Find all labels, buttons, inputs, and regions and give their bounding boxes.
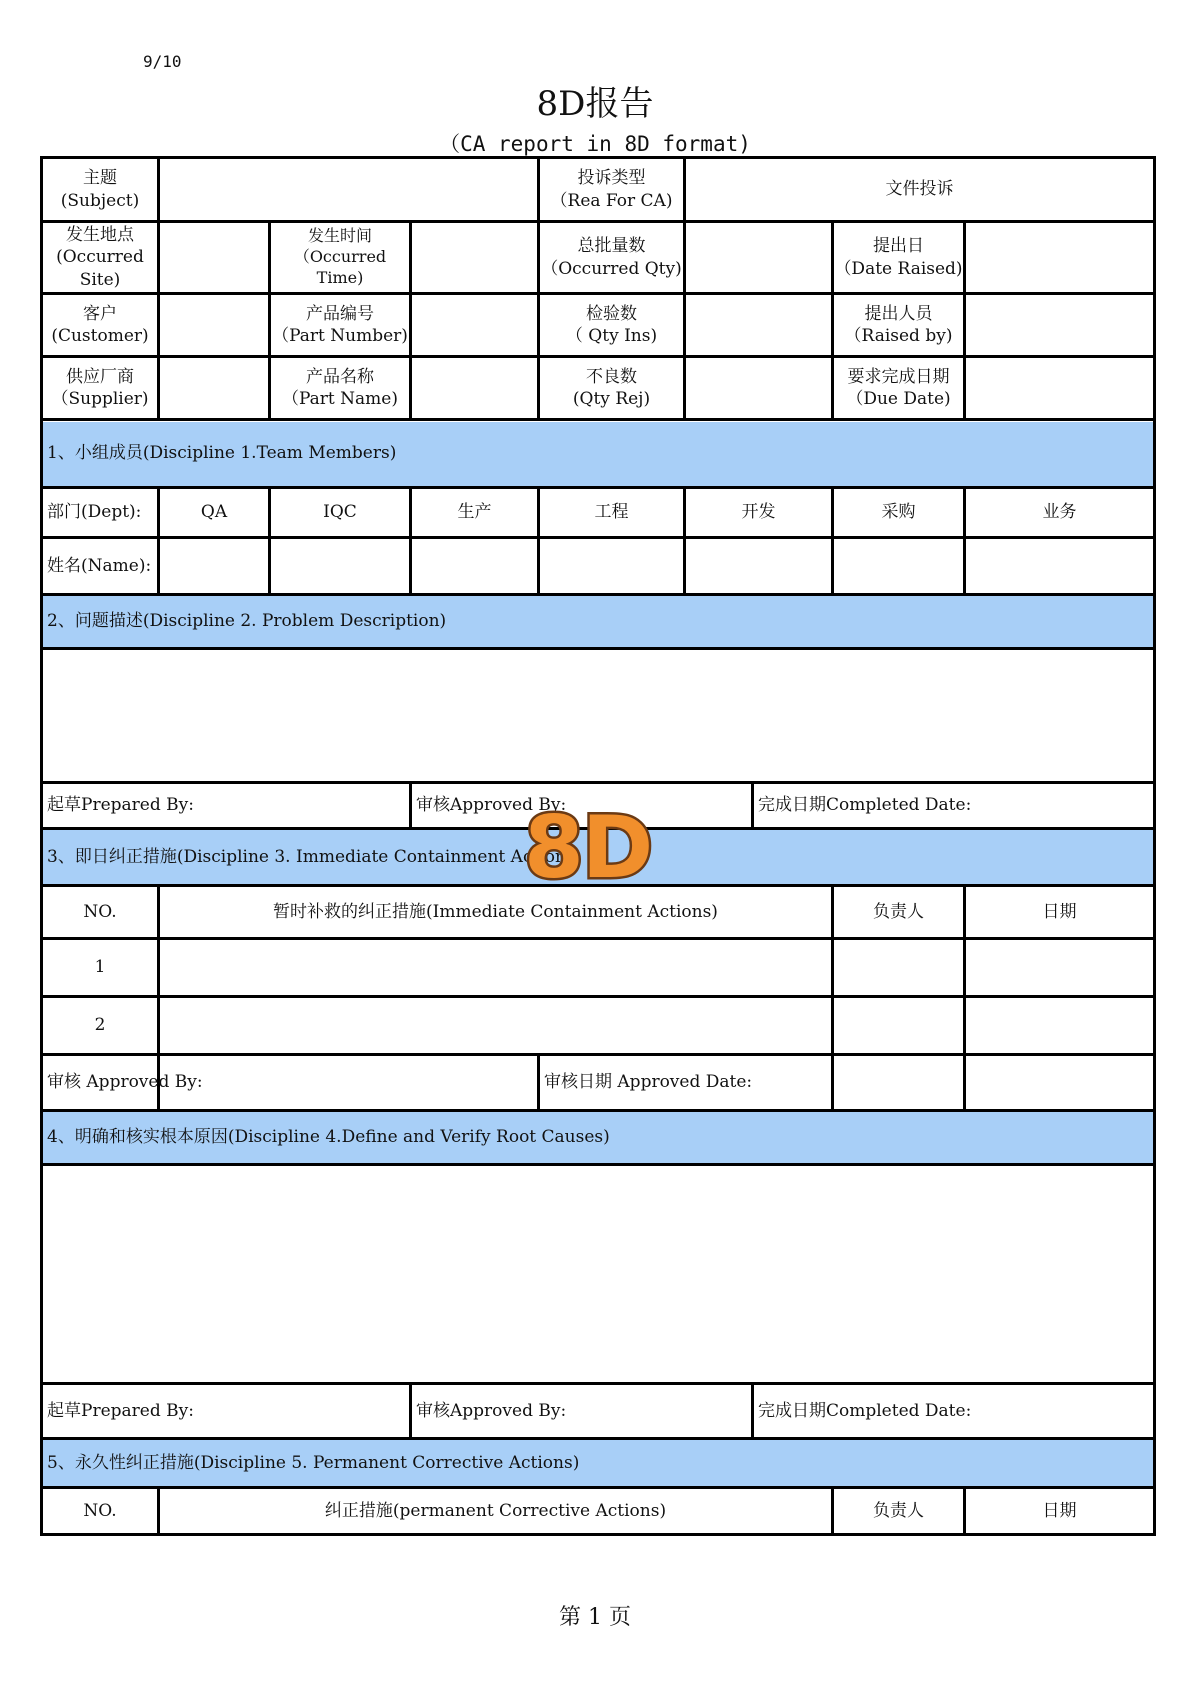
d5-col-date: 日期: [1042, 1500, 1077, 1521]
d4-completed-date: 完成日期Completed Date:: [758, 1400, 972, 1421]
name-label: 姓名(Name):: [47, 555, 152, 576]
dept-development: 开发: [741, 502, 776, 523]
d3-approved-date: 审核日期 Approved Date:: [544, 1072, 753, 1093]
d4-heading: 4、明确和核实根本原因(Discipline 4.Define and Verify Root Causes): [47, 1127, 610, 1148]
qty-rej-label: 不良数 (Qty Rej): [572, 366, 651, 409]
due-date-label: 要求完成日期 （Due Date): [846, 366, 951, 409]
d2-approved-by: 审核Approved By:: [416, 795, 567, 816]
d3-approved-by: 审核 Approved By:: [47, 1072, 203, 1093]
d2-completed-date: 完成日期Completed Date:: [758, 795, 972, 816]
complaint-type-label: 投诉类型 （Rea For CA): [550, 168, 673, 211]
dept-label: 部门(Dept):: [47, 502, 142, 523]
raised-by-label: 提出人员 （Raised by): [844, 303, 953, 346]
d5-heading: 5、永久性纠正措施(Discipline 5. Permanent Corrective Actions): [47, 1452, 580, 1473]
report-title: 8D报告: [536, 84, 654, 124]
d4-prepared-by: 起草Prepared By:: [47, 1400, 194, 1421]
subject-label: 主题 (Subject): [60, 168, 140, 211]
d3-row-no: 1: [94, 957, 106, 978]
dept-production: 生产: [457, 502, 492, 523]
part-number-label: 产品编号 （Part Number): [272, 303, 408, 346]
d5-col-owner: 负责人: [873, 1500, 924, 1521]
d5-col-action: 纠正措施(permanent Corrective Actions): [324, 1500, 667, 1521]
qty-ins-label: 检验数 （ Qty Ins): [565, 303, 658, 346]
part-name-label: 产品名称 （Part Name): [282, 366, 398, 409]
report-subtitle: （CA report in 8D format): [439, 132, 751, 156]
dept-iqc: IQC: [323, 502, 357, 523]
d1-heading: 1、小组成员(Discipline 1.Team Members): [47, 443, 397, 464]
customer-label: 客户 (Customer): [51, 303, 149, 346]
d2-prepared-by: 起草Prepared By:: [47, 795, 194, 816]
supplier-label: 供应厂商 （Supplier): [51, 366, 149, 409]
occurred-time-label: 发生时间 （Occurred Time): [293, 226, 387, 287]
d3-col-date: 日期: [1042, 901, 1077, 922]
d3-col-no: NO.: [83, 901, 117, 922]
complaint-type-value: 文件投诉: [885, 179, 954, 200]
dept-sales: 业务: [1042, 502, 1077, 523]
dept-purchasing: 采购: [881, 502, 916, 523]
d3-row-no: 2: [94, 1015, 106, 1036]
d5-col-no: NO.: [83, 1500, 117, 1521]
d4-approved-by: 审核Approved By:: [416, 1400, 567, 1421]
occurred-site-label: 发生地点 (Occurred Site): [56, 225, 144, 290]
d3-col-owner: 负责人: [873, 901, 924, 922]
occurred-qty-label: 总批量数 （Occurred Qty): [541, 236, 682, 279]
d2-heading: 2、问题描述(Discipline 2. Problem Description): [47, 611, 447, 632]
watermark-logo: 8D: [524, 798, 652, 898]
page-footer: 第 1 页: [559, 1605, 631, 1630]
dept-qa: QA: [200, 502, 228, 523]
dept-engineering: 工程: [594, 502, 629, 523]
d3-heading: 3、即日纠正措施(Discipline 3. Immediate Containment Actions): [47, 846, 582, 867]
date-raised-label: 提出日 （Date Raised): [834, 236, 963, 279]
d3-col-action: 暂时补救的纠正措施(Immediate Containment Actions): [273, 901, 718, 922]
page-number: 9/10: [143, 52, 182, 71]
